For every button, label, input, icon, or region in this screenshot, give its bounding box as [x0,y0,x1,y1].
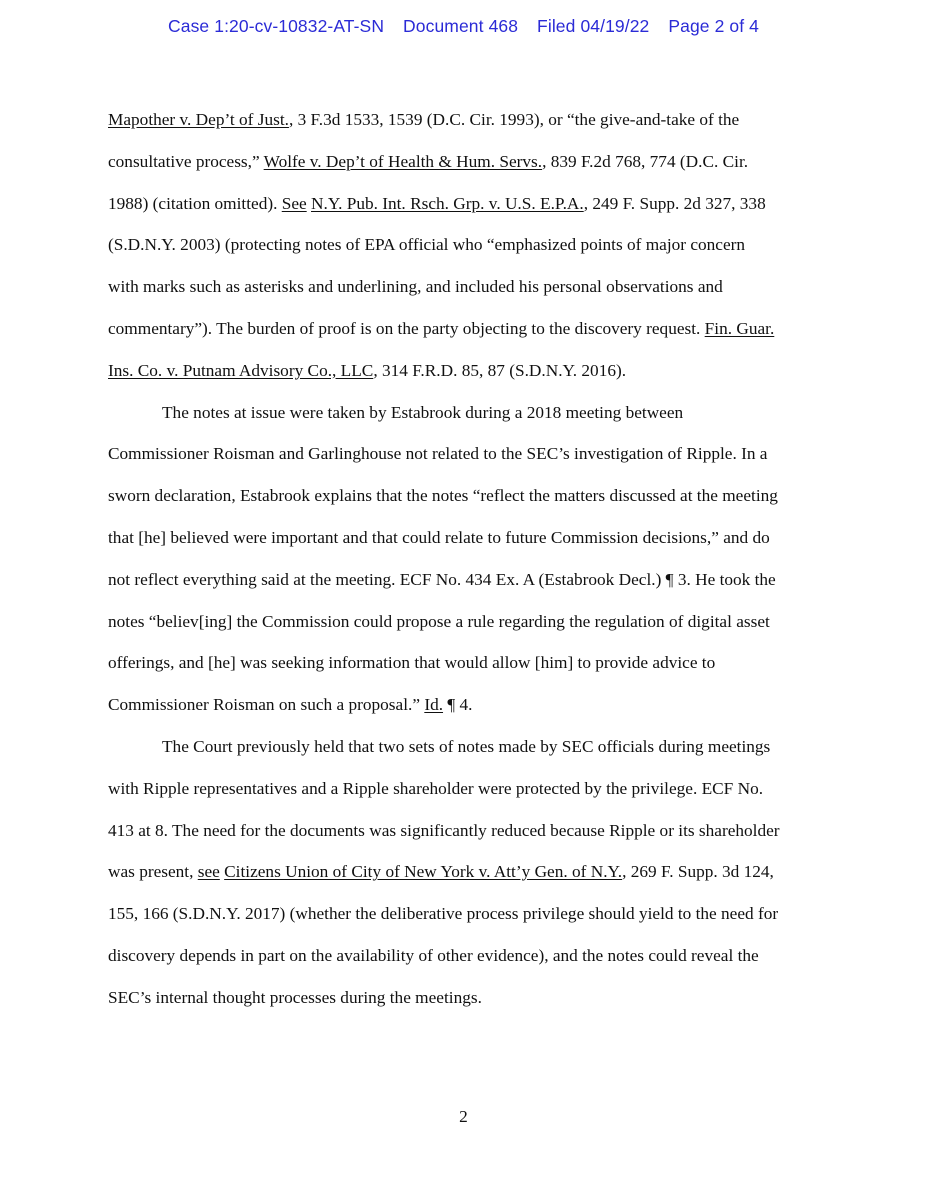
text-line [108,524,822,566]
text-line [108,315,822,357]
document-number: Document 468 [403,16,519,36]
text-line [108,190,822,232]
text-line [108,858,822,900]
citation-underlined: Fin. Guar. [704,318,775,338]
text-line [108,148,822,190]
text-run: discovery depends in part on the availability of other evidence), and the notes could reveal the [108,945,759,965]
text-line [108,566,822,608]
text-run: consultative process,” [108,151,264,171]
citation-underlined: Citizens Union of City of New York v. Att’y Gen. of N.Y. [224,862,623,882]
text-run: not reflect everything said at the meeting. ECF No. 434 Ex. A (Estabrook Decl.) ¶ 3. He took the [108,569,776,589]
text-line [108,817,822,859]
citation-underlined: N.Y. Pub. Int. Rsch. Grp. v. U.S. E.P.A. [311,193,584,213]
text-line [108,733,822,775]
text-line [108,357,822,399]
text-run: 155, 166 (S.D.N.Y. 2017) (whether the deliberative process privilege should yield to the need for [108,904,779,924]
text-run: 413 at 8. The need for the documents was significantly reduced because Ripple or its shareholder [108,820,780,840]
citation-underlined: Mapother v. Dep’t of Just. [108,110,289,129]
text-run: Commissioner Roisman and Garlinghouse not related to the SEC’s investigation of Ripple. In a [108,444,768,464]
citation-underlined: Wolfe v. Dep’t of Health & Hum. Servs. [263,151,543,171]
text-line [108,984,822,1026]
text-line [108,399,822,441]
text-run: with marks such as asterisks and underlining, and included his personal observations and [108,277,723,297]
text-run: that [he] believed were important and that could relate to future Commission decisions,” and do [108,527,770,547]
citation-underlined: Ins. Co. v. Putnam Advisory Co., LLC [108,360,374,380]
text-run: The Court previously held that two sets of notes made by SEC officials during meetings [162,736,771,756]
text-run: was present, [108,862,198,882]
text-line [108,900,822,942]
case-number: Case 1:20-cv-10832-AT-SN [168,16,385,36]
text-line [108,482,822,524]
text-run: , 269 F. Supp. 3d 124, [622,862,774,882]
page-indicator: Page 2 of 4 [668,16,759,36]
text-run: , 839 F.2d 768, 774 (D.C. Cir. [542,151,749,171]
text-line [108,775,822,817]
text-line [108,649,822,691]
text-run: The notes at issue were taken by Estabrook during a 2018 meeting between [162,402,684,422]
text-run: (S.D.N.Y. 2003) (protecting notes of EPA official who “emphasized points of major concern [108,235,746,255]
text-line [108,942,822,984]
text-run: offerings, and [he] was seeking information that would allow [him] to provide advice to [108,653,716,673]
filed-date: Filed 04/19/22 [537,16,650,36]
document-body [108,106,822,1026]
text-run: with Ripple representatives and a Ripple shareholder were protected by the privilege. ECF No. [108,778,764,798]
text-run: , 249 F. Supp. 2d 327, 338 [583,193,766,213]
citation-underlined: Id. [424,695,444,715]
text-run: SEC’s internal thought processes during the meetings. [108,987,482,1007]
text-run: ¶ 4. [443,695,473,715]
text-run: notes “believ[ing] the Commission could propose a rule regarding the regulation of digital asset [108,611,770,631]
page-number: 2 [459,1107,468,1126]
text-line [108,608,822,650]
text-line [108,691,822,733]
ecf-header [0,16,927,37]
text-line [108,440,822,482]
text-run: commentary”). The burden of proof is on the party objecting to the discovery request. [108,318,705,338]
text-run: , 3 F.3d 1533, 1539 (D.C. Cir. 1993), or “the give-and-take of the [288,110,740,129]
paragraph-2 [108,399,822,733]
text-run: 1988) (citation omitted). [108,193,282,213]
text-run: Commissioner Roisman on such a proposal.” [108,695,425,715]
text-line [108,273,822,315]
citation-underlined: See [281,193,307,213]
text-line [108,231,822,273]
text-run: sworn declaration, Estabrook explains that the notes “reflect the matters discussed at the meeting [108,486,778,506]
paragraph-3 [108,733,822,1026]
text-line [108,106,822,148]
paragraph-1 [108,106,822,399]
citation-underlined: see [197,862,220,882]
text-run: , 314 F.R.D. 85, 87 (S.D.N.Y. 2016). [373,360,627,380]
